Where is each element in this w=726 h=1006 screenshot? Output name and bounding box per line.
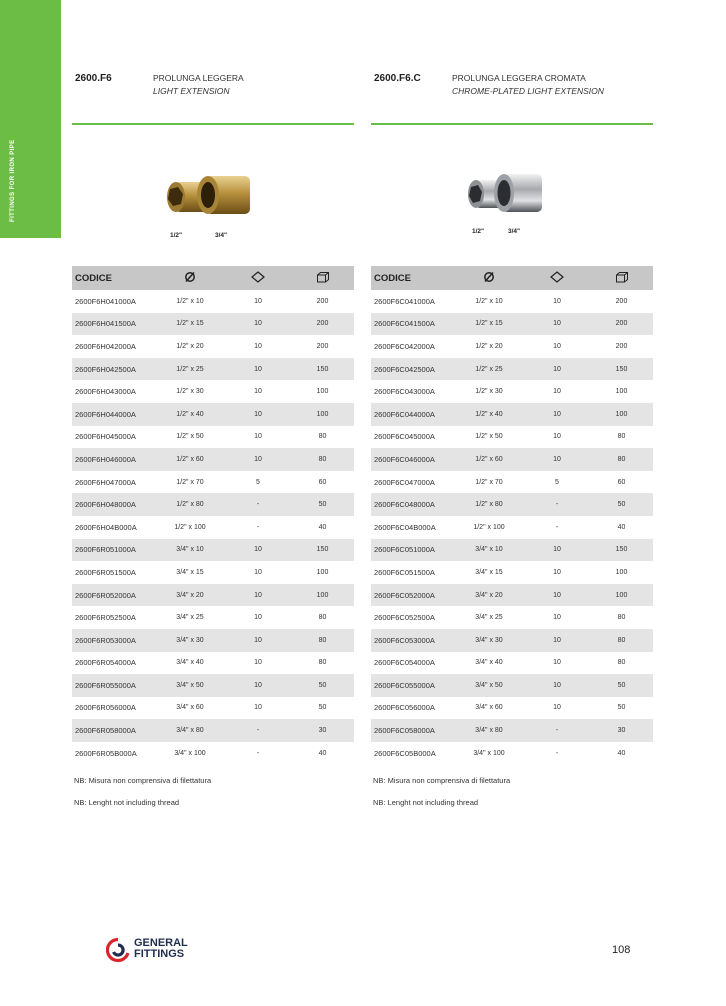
- table-row: [371, 290, 653, 313]
- product-desc-en: LIGHT EXTENSION: [153, 86, 230, 96]
- codice-cell: 2600F6C056000A: [374, 703, 435, 713]
- box-qty-cell: 40: [617, 749, 626, 757]
- table-row: [371, 539, 653, 562]
- codice-cell: 2600F6C048000A: [371, 493, 454, 516]
- box-icon: [291, 266, 354, 290]
- size-label-half: 1/2": [170, 232, 183, 239]
- box-qty-cell: 50: [291, 493, 354, 516]
- table-header-row: [72, 266, 354, 290]
- size-cell: 3/4" x 15: [176, 568, 204, 576]
- pack-cell: 10: [254, 568, 262, 576]
- size-cell: 3/4" x 15: [475, 568, 503, 576]
- box-qty-cell: 80: [291, 629, 354, 652]
- pack-cell: 10: [254, 297, 262, 305]
- table-row: [72, 629, 354, 652]
- codice-cell: 2600F6H04B000A: [75, 522, 137, 532]
- box-qty-cell: 150: [590, 539, 653, 562]
- brass-extension-image: [160, 170, 280, 230]
- logo-line-fittings: FITTINGS: [134, 948, 185, 960]
- size-cell: 3/4" x 40: [176, 659, 204, 667]
- table-row: [72, 674, 354, 697]
- size-label-half: 1/2": [472, 228, 485, 235]
- pack-cell: 10: [524, 358, 590, 381]
- box-qty-cell: 100: [316, 568, 329, 576]
- size-cell: 3/4" x 60: [475, 704, 503, 712]
- box-qty-cell: 60: [617, 478, 626, 486]
- diameter-icon: [155, 266, 225, 290]
- box-qty-cell: 200: [615, 297, 628, 305]
- size-cell: 3/4" x 20: [155, 584, 225, 607]
- diameter-icon: [454, 266, 524, 290]
- box-qty-cell: 40: [617, 523, 626, 531]
- product-photo: [160, 170, 280, 248]
- size-cell: 1/2" x 50: [176, 433, 204, 441]
- box-icon: [590, 266, 653, 290]
- codice-cell: 2600F6C041000A: [374, 296, 435, 306]
- table-row: [72, 335, 354, 358]
- product-code: 2600.F6: [75, 73, 112, 84]
- note-it: NB: Misura non comprensiva di filettatura: [373, 776, 511, 785]
- codice-cell: 2600F6C055000A: [371, 674, 454, 697]
- codice-cell: 2600F6R052500A: [75, 613, 136, 623]
- pack-cell: 10: [225, 629, 291, 652]
- pack-cell: 10: [225, 584, 291, 607]
- table-row: [72, 471, 354, 494]
- box-qty-cell: 100: [291, 403, 354, 426]
- table-row: [72, 313, 354, 336]
- size-cell: 3/4" x 25: [475, 614, 503, 622]
- table-header-row: [371, 266, 653, 290]
- pack-cell: 5: [555, 478, 559, 486]
- hex-icon: [225, 266, 291, 290]
- codice-header: CODICE: [72, 266, 155, 290]
- pack-cell: 10: [225, 358, 291, 381]
- box-qty-cell: 80: [291, 448, 354, 471]
- size-cell: 3/4" x 50: [454, 674, 524, 697]
- codice-cell: 2600F6R053000A: [72, 629, 155, 652]
- table-row: [371, 674, 653, 697]
- size-cell: 3/4" x 30: [454, 629, 524, 652]
- box-qty-cell: 50: [590, 493, 653, 516]
- codice-cell: 2600F6C041500A: [371, 313, 454, 336]
- table-row: [72, 652, 354, 675]
- table-row: [72, 697, 354, 720]
- codice-cell: 2600F6R052000A: [72, 584, 155, 607]
- header-rule: [72, 123, 354, 125]
- pack-cell: 10: [524, 539, 590, 562]
- pack-cell: 10: [254, 433, 262, 441]
- logo-line-general: GENERAL: [134, 937, 188, 949]
- size-cell: 1/2" x 20: [176, 342, 204, 350]
- codice-cell: 2600F6C047000A: [374, 477, 435, 487]
- table-row: [72, 448, 354, 471]
- pack-cell: 10: [225, 448, 291, 471]
- table-row: [371, 629, 653, 652]
- table-row: [371, 606, 653, 629]
- size-cell: 1/2" x 25: [454, 358, 524, 381]
- size-cell: 1/2" x 30: [475, 388, 503, 396]
- box-qty-cell: 80: [318, 433, 327, 441]
- size-cell: 3/4" x 20: [454, 584, 524, 607]
- hex-icon: [524, 266, 590, 290]
- box-qty-cell: 50: [590, 674, 653, 697]
- table-row: [371, 358, 653, 381]
- pack-cell: 10: [524, 584, 590, 607]
- box-qty-cell: 200: [615, 342, 628, 350]
- codice-cell: 2600F6R058000A: [72, 719, 155, 742]
- box-qty-cell: 200: [316, 297, 329, 305]
- box-qty-cell: 100: [291, 584, 354, 607]
- box-qty-cell: 150: [291, 358, 354, 381]
- size-cell: 1/2" x 100: [174, 523, 206, 531]
- table-row: [72, 493, 354, 516]
- table-row: [72, 358, 354, 381]
- spec-table: [371, 266, 653, 764]
- size-cell: 1/2" x 15: [454, 313, 524, 336]
- table-row: [72, 584, 354, 607]
- pack-cell: 10: [254, 614, 262, 622]
- codice-cell: 2600F6H043000A: [75, 387, 136, 397]
- box-qty-cell: 80: [318, 614, 327, 622]
- box-qty-cell: 50: [617, 704, 626, 712]
- size-label-three-quarter: 3/4": [508, 228, 521, 235]
- size-cell: 1/2" x 70: [475, 478, 503, 486]
- box-qty-cell: 80: [617, 433, 626, 441]
- general-fittings-logo: [106, 937, 216, 963]
- box-qty-cell: 50: [318, 704, 327, 712]
- size-cell: 1/2" x 20: [475, 342, 503, 350]
- size-cell: 3/4" x 100: [174, 749, 206, 757]
- size-cell: 1/2" x 60: [454, 448, 524, 471]
- header-rule: [371, 123, 653, 125]
- size-cell: 3/4" x 60: [176, 704, 204, 712]
- size-cell: 3/4" x 10: [155, 539, 225, 562]
- codice-cell: 2600F6C051000A: [371, 539, 454, 562]
- size-cell: 3/4" x 50: [155, 674, 225, 697]
- pack-cell: 10: [225, 674, 291, 697]
- table-row: [72, 403, 354, 426]
- pack-cell: -: [225, 719, 291, 742]
- codice-cell: 2600F6C042500A: [371, 358, 454, 381]
- pack-cell: 10: [524, 674, 590, 697]
- pack-cell: -: [524, 719, 590, 742]
- page-number: 108: [612, 944, 631, 956]
- pack-cell: 10: [524, 403, 590, 426]
- table-row: [371, 448, 653, 471]
- pack-cell: 10: [553, 614, 561, 622]
- side-tab-label: FITTINGS FOR IRON PIPE: [10, 139, 16, 222]
- codice-cell: 2600F6C052000A: [371, 584, 454, 607]
- note-en: NB: Lenght not including thread: [74, 798, 180, 807]
- size-cell: 1/2" x 15: [155, 313, 225, 336]
- size-cell: 1/2" x 50: [475, 433, 503, 441]
- pack-cell: -: [524, 493, 590, 516]
- codice-cell: 2600F6C05B000A: [374, 748, 436, 758]
- pack-cell: 10: [524, 313, 590, 336]
- pack-cell: -: [225, 493, 291, 516]
- table-row: [371, 403, 653, 426]
- product-header: [72, 72, 354, 102]
- box-qty-cell: 200: [316, 342, 329, 350]
- codice-cell: 2600F6C053000A: [371, 629, 454, 652]
- box-qty-cell: 200: [590, 313, 653, 336]
- product-desc-it: PROLUNGA LEGGERA: [153, 73, 244, 83]
- box-qty-cell: 100: [316, 388, 329, 396]
- pack-cell: 10: [225, 403, 291, 426]
- size-cell: 1/2" x 70: [176, 478, 204, 486]
- box-qty-cell: 80: [590, 629, 653, 652]
- side-tab: [0, 0, 61, 238]
- pack-cell: 10: [254, 388, 262, 396]
- pack-cell: -: [256, 749, 260, 757]
- codice-cell: 2600F6H042000A: [75, 341, 136, 351]
- box-qty-cell: 150: [590, 358, 653, 381]
- pack-cell: 10: [553, 704, 561, 712]
- pack-cell: 10: [524, 629, 590, 652]
- box-qty-cell: 200: [291, 313, 354, 336]
- size-cell: 1/2" x 40: [454, 403, 524, 426]
- pack-cell: 10: [524, 448, 590, 471]
- box-qty-cell: 80: [617, 614, 626, 622]
- codice-cell: 2600F6H045000A: [75, 432, 136, 442]
- box-qty-cell: 100: [590, 403, 653, 426]
- pack-cell: 10: [254, 342, 262, 350]
- pack-cell: 10: [553, 297, 561, 305]
- size-cell: 3/4" x 40: [475, 659, 503, 667]
- pack-cell: 10: [225, 539, 291, 562]
- box-qty-cell: 80: [590, 448, 653, 471]
- codice-cell: 2600F6H044000A: [72, 403, 155, 426]
- table-row: [371, 652, 653, 675]
- size-cell: 3/4" x 25: [176, 614, 204, 622]
- size-cell: 3/4" x 10: [454, 539, 524, 562]
- table-row: [72, 719, 354, 742]
- size-cell: 3/4" x 80: [454, 719, 524, 742]
- pack-cell: 10: [254, 704, 262, 712]
- codice-cell: 2600F6C054000A: [374, 658, 435, 668]
- codice-cell: 2600F6C042000A: [374, 341, 435, 351]
- size-cell: 1/2" x 30: [176, 388, 204, 396]
- pack-cell: 10: [225, 313, 291, 336]
- table-row: [72, 290, 354, 313]
- size-cell: 1/2" x 100: [473, 523, 505, 531]
- size-cell: 1/2" x 80: [155, 493, 225, 516]
- codice-cell: 2600F6H048000A: [72, 493, 155, 516]
- codice-cell: 2600F6C058000A: [371, 719, 454, 742]
- product-desc-en: CHROME-PLATED LIGHT EXTENSION: [452, 86, 604, 96]
- box-qty-cell: 50: [291, 674, 354, 697]
- product-desc-it: PROLUNGA LEGGERA CROMATA: [452, 73, 586, 83]
- table-row: [72, 516, 354, 539]
- codice-cell: 2600F6C046000A: [371, 448, 454, 471]
- pack-cell: 10: [553, 568, 561, 576]
- table-row: [72, 561, 354, 584]
- table-row: [371, 335, 653, 358]
- logo-mark-icon: [106, 937, 130, 963]
- pack-cell: 10: [553, 659, 561, 667]
- codice-cell: 2600F6C052500A: [374, 613, 435, 623]
- size-cell: 1/2" x 10: [475, 297, 503, 305]
- pack-cell: -: [555, 749, 559, 757]
- chrome-extension-image: [466, 170, 586, 230]
- table-row: [72, 426, 354, 449]
- codice-cell: 2600F6R05B000A: [75, 748, 137, 758]
- box-qty-cell: 80: [318, 659, 327, 667]
- note-en: NB: Lenght not including thread: [373, 798, 479, 807]
- table-row: [371, 380, 653, 403]
- codice-cell: 2600F6R051500A: [75, 567, 136, 577]
- size-cell: 1/2" x 25: [155, 358, 225, 381]
- codice-cell: 2600F6C043000A: [374, 387, 435, 397]
- codice-cell: 2600F6R055000A: [72, 674, 155, 697]
- product-code: 2600.F6.C: [374, 73, 421, 84]
- size-cell: 1/2" x 60: [155, 448, 225, 471]
- size-cell: 3/4" x 30: [155, 629, 225, 652]
- size-cell: 1/2" x 80: [454, 493, 524, 516]
- box-qty-cell: 100: [615, 568, 628, 576]
- table-row: [371, 493, 653, 516]
- box-qty-cell: 40: [318, 523, 327, 531]
- table-row: [72, 742, 354, 765]
- box-qty-cell: 80: [617, 659, 626, 667]
- codice-header: CODICE: [371, 266, 454, 290]
- box-qty-cell: 100: [615, 388, 628, 396]
- table-row: [371, 584, 653, 607]
- box-qty-cell: 60: [318, 478, 327, 486]
- size-cell: 3/4" x 80: [155, 719, 225, 742]
- size-cell: 3/4" x 100: [473, 749, 505, 757]
- pack-cell: -: [256, 523, 260, 531]
- codice-cell: 2600F6H041000A: [75, 296, 136, 306]
- pack-cell: 10: [553, 388, 561, 396]
- codice-cell: 2600F6H047000A: [75, 477, 136, 487]
- product-header: [371, 72, 653, 102]
- codice-cell: 2600F6C045000A: [374, 432, 435, 442]
- pack-cell: 10: [553, 342, 561, 350]
- codice-cell: 2600F6R056000A: [75, 703, 136, 713]
- table-row: [371, 471, 653, 494]
- codice-cell: 2600F6H046000A: [72, 448, 155, 471]
- table-row: [72, 539, 354, 562]
- codice-cell: 2600F6C044000A: [371, 403, 454, 426]
- codice-cell: 2600F6R051000A: [72, 539, 155, 562]
- size-cell: 1/2" x 10: [176, 297, 204, 305]
- table-row: [371, 313, 653, 336]
- codice-cell: 2600F6H042500A: [72, 358, 155, 381]
- size-cell: 1/2" x 40: [155, 403, 225, 426]
- table-row: [371, 516, 653, 539]
- pack-cell: 10: [254, 659, 262, 667]
- spec-table: [72, 266, 354, 764]
- codice-cell: 2600F6C051500A: [374, 567, 435, 577]
- table-row: [371, 697, 653, 720]
- codice-cell: 2600F6R054000A: [75, 658, 136, 668]
- size-label-three-quarter: 3/4": [215, 232, 228, 239]
- codice-cell: 2600F6H041500A: [72, 313, 155, 336]
- table-row: [371, 561, 653, 584]
- table-row: [371, 426, 653, 449]
- table-row: [371, 742, 653, 765]
- codice-cell: 2600F6C04B000A: [374, 522, 436, 532]
- product-photo: [466, 170, 586, 248]
- box-qty-cell: 30: [291, 719, 354, 742]
- box-qty-cell: 30: [590, 719, 653, 742]
- box-qty-cell: 100: [590, 584, 653, 607]
- box-qty-cell: 40: [318, 749, 327, 757]
- note-it: NB: Misura non comprensiva di filettatura: [74, 776, 212, 785]
- box-qty-cell: 150: [291, 539, 354, 562]
- pack-cell: 5: [256, 478, 260, 486]
- logo-text: [134, 938, 188, 960]
- table-row: [72, 606, 354, 629]
- table-row: [371, 719, 653, 742]
- pack-cell: -: [555, 523, 559, 531]
- pack-cell: 10: [553, 433, 561, 441]
- table-row: [72, 380, 354, 403]
